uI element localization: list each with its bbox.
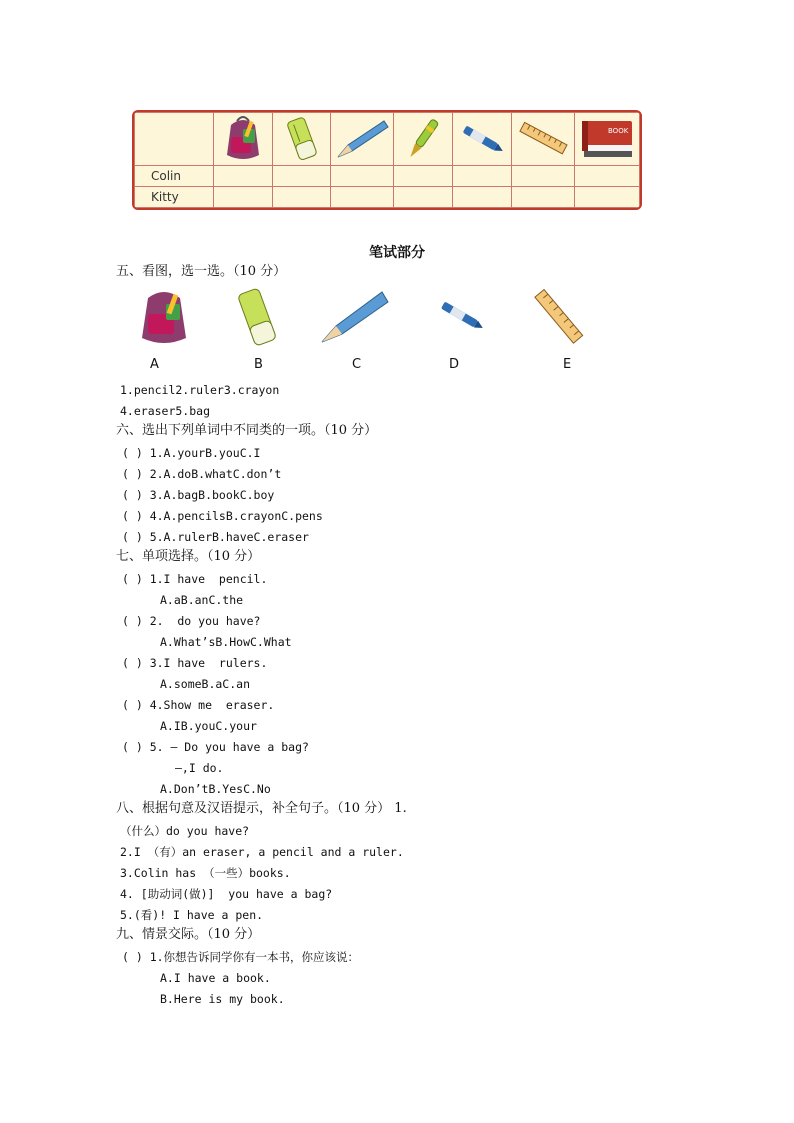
table-cell[interactable] — [452, 187, 511, 208]
s7-q4: ( ) 4.Show me eraser. — [122, 698, 275, 712]
table-corner — [135, 113, 214, 166]
s5-line2: 4.eraser5.bag — [120, 404, 211, 418]
s8-item-1: （什么）do you have? — [120, 824, 250, 838]
s9-q1: ( ) 1.你想告诉同学你有一本书，你应该说： — [122, 950, 360, 964]
s6-item-2: ( ) 2.A.doB.whatC.don’t — [122, 467, 282, 481]
table-cell[interactable] — [394, 187, 453, 208]
table-cell[interactable] — [574, 187, 639, 208]
table-cell[interactable] — [214, 166, 273, 187]
s6-item-5: ( ) 5.A.rulerB.haveC.eraser — [122, 530, 309, 544]
table-header-eraser — [272, 113, 331, 166]
s7-q5b: —,I do. — [175, 761, 224, 775]
table-cell[interactable] — [452, 166, 511, 187]
table-cell[interactable] — [511, 166, 574, 187]
bag-icon — [132, 286, 196, 348]
svg-text:BOOK: BOOK — [607, 127, 629, 135]
table-header-pen — [394, 113, 453, 166]
s9-heading: 九、情景交际。（10 分） — [116, 927, 261, 942]
table-header-ruler — [511, 113, 574, 166]
s8-heading: 八、根据句意及汉语提示，补全句子。（10 分） 1. — [116, 801, 407, 816]
book-icon — [578, 115, 636, 163]
table-header-crayon — [452, 113, 511, 166]
s6-heading: 六、选出下列单词中不同类的一项。（10 分） — [116, 423, 378, 438]
s5-heading: 五、看图，选一选。（10 分） — [116, 264, 287, 279]
s8-item-5: 5.(看)! I have a pen. — [120, 908, 264, 922]
row-label-colin: Colin — [135, 166, 214, 187]
eraser-icon — [232, 286, 282, 348]
row-label-kitty: Kitty — [135, 187, 214, 208]
pen-icon — [397, 115, 449, 163]
section-title: 笔试部分 — [369, 245, 425, 261]
pencil-icon — [334, 115, 390, 163]
bag-icon — [217, 115, 269, 163]
s6-item-1: ( ) 1.A.yourB.youC.I — [122, 446, 261, 460]
stationery-table — [132, 110, 642, 210]
ruler-icon — [526, 284, 590, 350]
s9-option-a: A.I have a book. — [160, 971, 271, 985]
s7-heading: 七、单项选择。（10 分） — [116, 549, 261, 564]
crayon-icon — [456, 115, 508, 163]
option-label-d: D — [449, 357, 460, 372]
table-header-book — [574, 113, 639, 166]
s7-q5: ( ) 5. — Do you have a bag? — [122, 740, 309, 754]
table-cell[interactable] — [331, 187, 394, 208]
s7-a3: A.someB.aC.an — [160, 677, 251, 691]
eraser-icon — [275, 115, 327, 163]
s7-a1: A.aB.anC.the — [160, 593, 244, 607]
s6-item-3: ( ) 3.A.bagB.bookC.boy — [122, 488, 275, 502]
s7-q2: ( ) 2. do you have? — [122, 614, 261, 628]
ruler-icon — [515, 115, 571, 163]
table-cell[interactable] — [331, 166, 394, 187]
s6-item-4: ( ) 4.A.pencilsB.crayonC.pens — [122, 509, 323, 523]
table-cell[interactable] — [574, 166, 639, 187]
s7-a4: A.IB.youC.your — [160, 719, 257, 733]
s8-item-2: 2.I （有）an eraser, a pencil and a ruler. — [120, 845, 404, 859]
option-label-e: E — [563, 357, 572, 372]
table-cell[interactable] — [272, 166, 331, 187]
table-cell[interactable] — [394, 166, 453, 187]
crayon-icon — [436, 294, 488, 338]
option-label-b: B — [254, 357, 263, 372]
table-header-pencil — [331, 113, 394, 166]
table-cell[interactable] — [272, 187, 331, 208]
s8-item-3: 3.Colin has （一些）books. — [120, 866, 291, 880]
table-cell[interactable] — [214, 187, 273, 208]
s8-item-4: 4. [助动词(做)] you have a bag? — [120, 887, 333, 901]
s7-q1: ( ) 1.I have pencil. — [122, 572, 268, 586]
table-cell[interactable] — [511, 187, 574, 208]
table-header-bag — [214, 113, 273, 166]
option-label-c: C — [352, 357, 362, 372]
pencil-icon — [318, 288, 390, 346]
option-label-a: A — [150, 357, 159, 372]
s7-a2: A.What’sB.HowC.What — [160, 635, 292, 649]
s7-q3: ( ) 3.I have rulers. — [122, 656, 268, 670]
s7-a5: A.Don’tB.YesC.No — [160, 782, 271, 796]
s9-option-b: B.Here is my book. — [160, 992, 285, 1006]
s5-line1: 1.pencil2.ruler3.crayon — [120, 383, 280, 397]
